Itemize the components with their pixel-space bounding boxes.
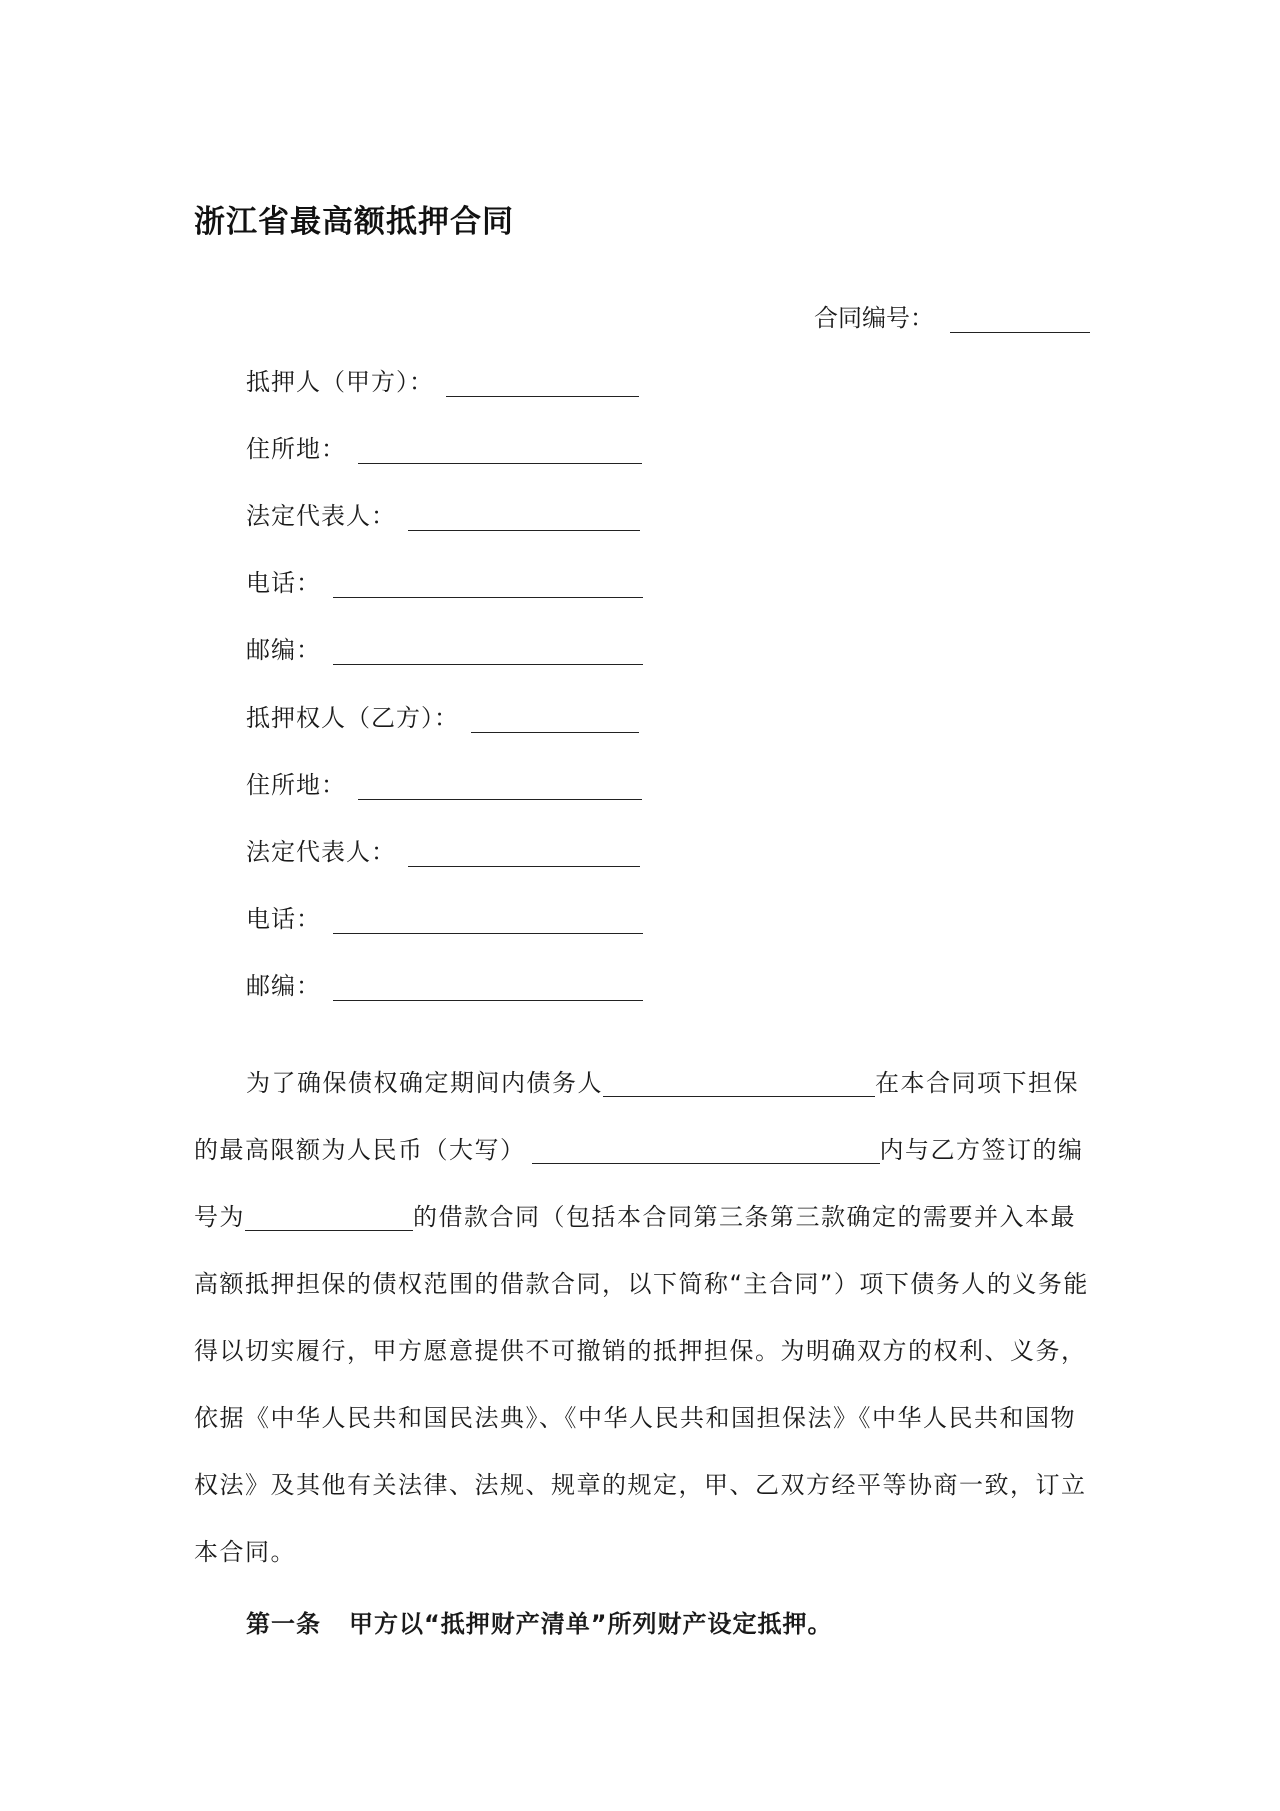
preamble-line xyxy=(194,1519,1086,1586)
party-b-phone-field xyxy=(246,899,643,934)
preamble-text: 内与乙方签订的编 xyxy=(879,1136,1084,1164)
party-a-address-field xyxy=(246,429,642,464)
contract-number-label: 合同编号： xyxy=(814,304,934,332)
party-b-name-blank[interactable] xyxy=(471,706,639,733)
preamble-text: 的借款合同（包括本合同第三条第三款确定的需要并入本最 xyxy=(413,1203,1076,1231)
party-b-address-blank[interactable] xyxy=(358,773,642,800)
party-b-postcode-field xyxy=(246,966,643,1001)
party-a-address-label: 住所地： xyxy=(246,435,346,463)
party-b-legal-rep-blank[interactable] xyxy=(408,840,640,867)
preamble-line xyxy=(194,1385,1086,1452)
party-b-address-field xyxy=(246,765,642,800)
party-a-name-blank[interactable] xyxy=(446,370,639,397)
party-a-header-label: 抵押人（甲方）： xyxy=(246,368,434,396)
party-a-postcode-blank[interactable] xyxy=(333,638,643,665)
document-title: 浙江省最高额抵押合同 xyxy=(194,204,514,240)
preamble-line xyxy=(194,1117,1086,1184)
preamble-text: 为了确保债权确定期间内债务人 xyxy=(246,1069,603,1097)
preamble-text: 依据《中华人民共和国民法典》、《中华人民共和国担保法》《中华人民共和国物 xyxy=(194,1404,1076,1432)
party-b-legal-rep-label: 法定代表人： xyxy=(246,838,396,866)
debtor-blank[interactable] xyxy=(603,1070,875,1097)
preamble-text: 权法》及其他有关法律、法规、规章的规定，甲、乙双方经平等协商一致，订立 xyxy=(194,1471,1087,1499)
party-a-phone-field xyxy=(246,563,643,598)
party-b-postcode-blank[interactable] xyxy=(333,974,643,1001)
party-a-phone-blank[interactable] xyxy=(333,571,643,598)
party-a-legal-rep-blank[interactable] xyxy=(408,504,640,531)
party-a-header-field xyxy=(246,362,639,397)
max-amount-blank[interactable] xyxy=(532,1137,880,1164)
party-a-postcode-field xyxy=(246,630,643,665)
party-b-postcode-label: 邮编： xyxy=(246,972,321,1000)
preamble-text: 在本合同项下担保 xyxy=(875,1069,1079,1097)
party-b-phone-blank[interactable] xyxy=(333,907,643,934)
party-a-legal-rep-label: 法定代表人： xyxy=(246,502,396,530)
party-a-address-blank[interactable] xyxy=(358,437,642,464)
preamble-line xyxy=(194,1251,1089,1318)
article-1-number: 第一条 xyxy=(246,1610,321,1638)
preamble-text: 的最高限额为人民币（大写） xyxy=(194,1136,526,1164)
preamble-text: 得以切实履行，甲方愿意提供不可撤销的抵押担保。为明确双方的权利、义务， xyxy=(194,1337,1087,1365)
preamble-text: 高额抵押担保的债权范围的借款合同，以下简称“主合同”）项下债务人的义务能 xyxy=(194,1270,1089,1298)
preamble-line xyxy=(194,1452,1086,1519)
party-b-header-field xyxy=(246,698,639,733)
preamble-text: 号为 xyxy=(194,1203,245,1231)
preamble-line xyxy=(194,1184,1086,1251)
preamble-paragraph xyxy=(194,1050,1089,1586)
party-b-header-label: 抵押权人（乙方）： xyxy=(246,704,459,732)
preamble-line xyxy=(194,1318,1086,1385)
party-a-phone-label: 电话： xyxy=(246,569,321,597)
article-1-text: 甲方以“抵押财产清单”所列财产设定抵押。 xyxy=(349,1610,833,1638)
contract-number-blank[interactable] xyxy=(950,306,1090,333)
preamble-line xyxy=(194,1050,1086,1117)
preamble-text: 本合同。 xyxy=(194,1538,296,1566)
article-1 xyxy=(246,1604,833,1639)
party-b-phone-label: 电话： xyxy=(246,905,321,933)
loan-contract-number-blank[interactable] xyxy=(245,1204,413,1231)
party-a-legal-rep-field xyxy=(246,496,640,531)
contract-number-field xyxy=(814,298,1090,333)
party-b-legal-rep-field xyxy=(246,832,640,867)
party-b-address-label: 住所地： xyxy=(246,771,346,799)
party-a-postcode-label: 邮编： xyxy=(246,636,321,664)
